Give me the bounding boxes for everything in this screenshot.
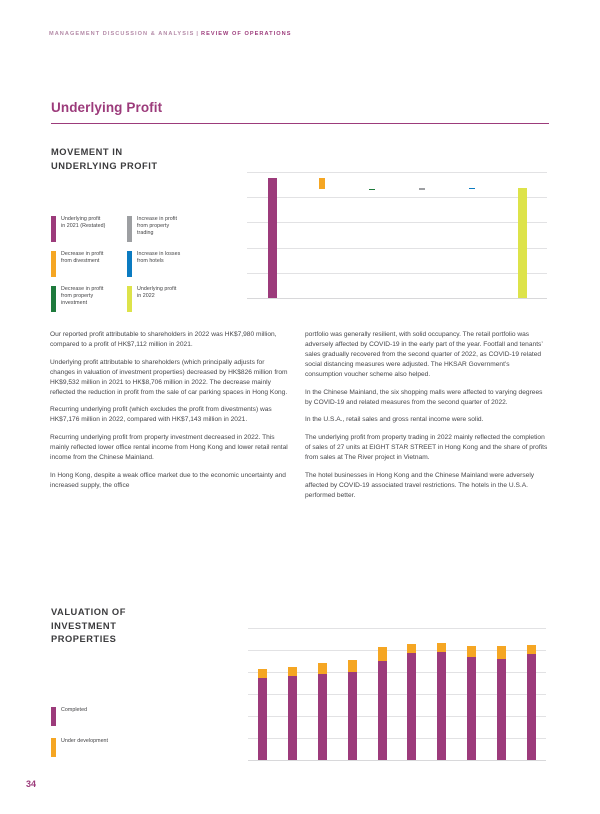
chart1-legend [51, 216, 203, 321]
legend-swatch [127, 286, 132, 312]
bar-under-development [348, 660, 357, 671]
legend-swatch [51, 286, 56, 312]
paragraph: The hotel businesses in Hong Kong and the Chinese Mainland were adversely affected by COVID-19 associated travel restrictions. The hotels in the U.S.A. performed better. [305, 471, 535, 499]
paragraph: Recurring underlying profit (which excludes the profit from divestments) was HK$7,176 million in 2022, compared with HK$7,143 million in 2021. [50, 406, 272, 424]
bar-under-development [378, 647, 387, 661]
bar-completed [288, 676, 297, 760]
bar-2 [319, 178, 326, 189]
legend-label: Increase in profit from property trading [137, 216, 178, 237]
bar-under-development [258, 669, 267, 678]
chart2-heading [51, 606, 201, 647]
bar-completed [258, 678, 267, 760]
paragraph: The underlying profit from property trading in 2022 mainly reflected the completion of sales of 27 units at EIGHT STAR STREET in Hong Kong and the share of profits from sales at The River project in Vietnam. [305, 433, 548, 462]
gridline [247, 248, 547, 249]
legend-item [127, 286, 203, 312]
legend-label: Underlying profit in 2021 (Restated) [61, 216, 106, 230]
running-header-left: MANAGEMENT DISCUSSION & ANALYSIS [49, 31, 195, 37]
paragraph: In Hong Kong, despite a weak office market due to the economic uncertainty and increased supply, the office [50, 471, 286, 489]
chart2-heading-line1: VALUATION OF [51, 607, 126, 617]
bar-3 [369, 189, 376, 190]
bar-5 [469, 188, 476, 189]
legend-item [51, 707, 203, 726]
chart2-heading-line3: PROPERTIES [51, 634, 117, 644]
running-header [49, 31, 292, 37]
legend-item [51, 251, 127, 277]
gridline [247, 172, 547, 173]
chart2-legend [51, 707, 203, 769]
chart2-heading-line2: INVESTMENT [51, 620, 117, 631]
gridline [247, 273, 547, 274]
bar-1 [268, 178, 277, 298]
legend-label: Under development [61, 738, 109, 744]
body-column-left [50, 330, 291, 498]
running-header-right: REVIEW OF OPERATIONS [201, 31, 292, 37]
x-axis-line [248, 760, 546, 761]
gridline [247, 197, 547, 198]
paragraph: Our reported profit attributable to shareholders in 2022 was HK$7,980 million, compared to a profit of HK$7,112 million in 2021. [50, 331, 277, 349]
bar-completed [318, 674, 327, 760]
legend-swatch [51, 216, 56, 242]
legend-swatch [51, 251, 56, 277]
gridline [247, 222, 547, 223]
legend-swatch [51, 707, 56, 726]
page-number: 34 [26, 779, 37, 789]
bar-completed [378, 661, 387, 760]
chart1-heading [51, 146, 201, 173]
bar-completed [497, 659, 506, 760]
legend-label: Increase in losses from hotels [137, 251, 181, 265]
legend-swatch [51, 738, 56, 757]
bar-completed [467, 657, 476, 760]
paragraph: In the Chinese Mainland, the six shopping malls were affected to varying degrees by COVID-19 and related measures from the second quarter of 2022. [305, 388, 543, 406]
bar-6 [518, 188, 527, 298]
x-axis-line [247, 298, 547, 299]
legend-label: Decrease in profit from divestment [61, 251, 104, 265]
movement-in-underlying-profit-chart [206, 142, 551, 317]
legend-label: Completed [61, 707, 88, 713]
bar-completed [527, 654, 536, 760]
bar-completed [437, 652, 446, 760]
title-divider [51, 123, 549, 124]
legend-item [51, 738, 203, 757]
paragraph: Underlying profit attributable to shareholders (which principally adjusts for changes in valuation of investment properties) decreased by HK$826 million from HK$9,532 million in 2021 to HK$8,706 million in 2022. The decrease mainly reflected the reduction in profit from the sale of car parking spaces in Hong Kong. [50, 358, 288, 396]
running-header-separator: | [196, 31, 200, 37]
legend-item [127, 216, 203, 242]
bar-completed [407, 653, 416, 760]
legend-item [51, 286, 127, 312]
chart1-heading-line2: UNDERLYING PROFIT [51, 160, 158, 171]
legend-item [51, 216, 127, 242]
paragraph: portfolio was generally resilient, with solid occupancy. The retail portfolio was adversely affected by COVID-19 in the early part of the year. Footfall and tenants’ sales gradually recovered from the second quarter of 2022, as COVID-19 related social distancing measures were adjusted. The HKSAR Government’s consumption voucher scheme also helped. [305, 331, 543, 379]
legend-item [127, 251, 203, 277]
paragraph: In the U.S.A., retail sales and gross rental income were solid. [305, 416, 484, 424]
body-column-right [305, 330, 548, 508]
bar-under-development [318, 663, 327, 674]
page-title: Underlying Profit [51, 100, 163, 115]
legend-label: Underlying profit in 2022 [137, 286, 177, 300]
bar-under-development [437, 643, 446, 652]
gridline [248, 628, 546, 629]
legend-swatch [127, 251, 132, 277]
legend-swatch [127, 216, 132, 242]
bar-under-development [288, 667, 297, 675]
legend-label: Decrease in profit from property investment [61, 286, 104, 307]
bar-completed [348, 672, 357, 760]
bar-under-development [527, 645, 536, 654]
valuation-of-investment-properties-chart [200, 600, 550, 786]
bar-under-development [467, 646, 476, 657]
paragraph: Recurring underlying profit from property investment decreased in 2022. This mainly reflected lower office rental income from Hong Kong and lower retail rental income from the Chinese Mainland. [50, 433, 288, 462]
chart1-heading-line1: MOVEMENT IN [51, 147, 123, 157]
bar-under-development [497, 646, 506, 659]
bar-4 [419, 188, 426, 190]
bar-under-development [407, 644, 416, 653]
